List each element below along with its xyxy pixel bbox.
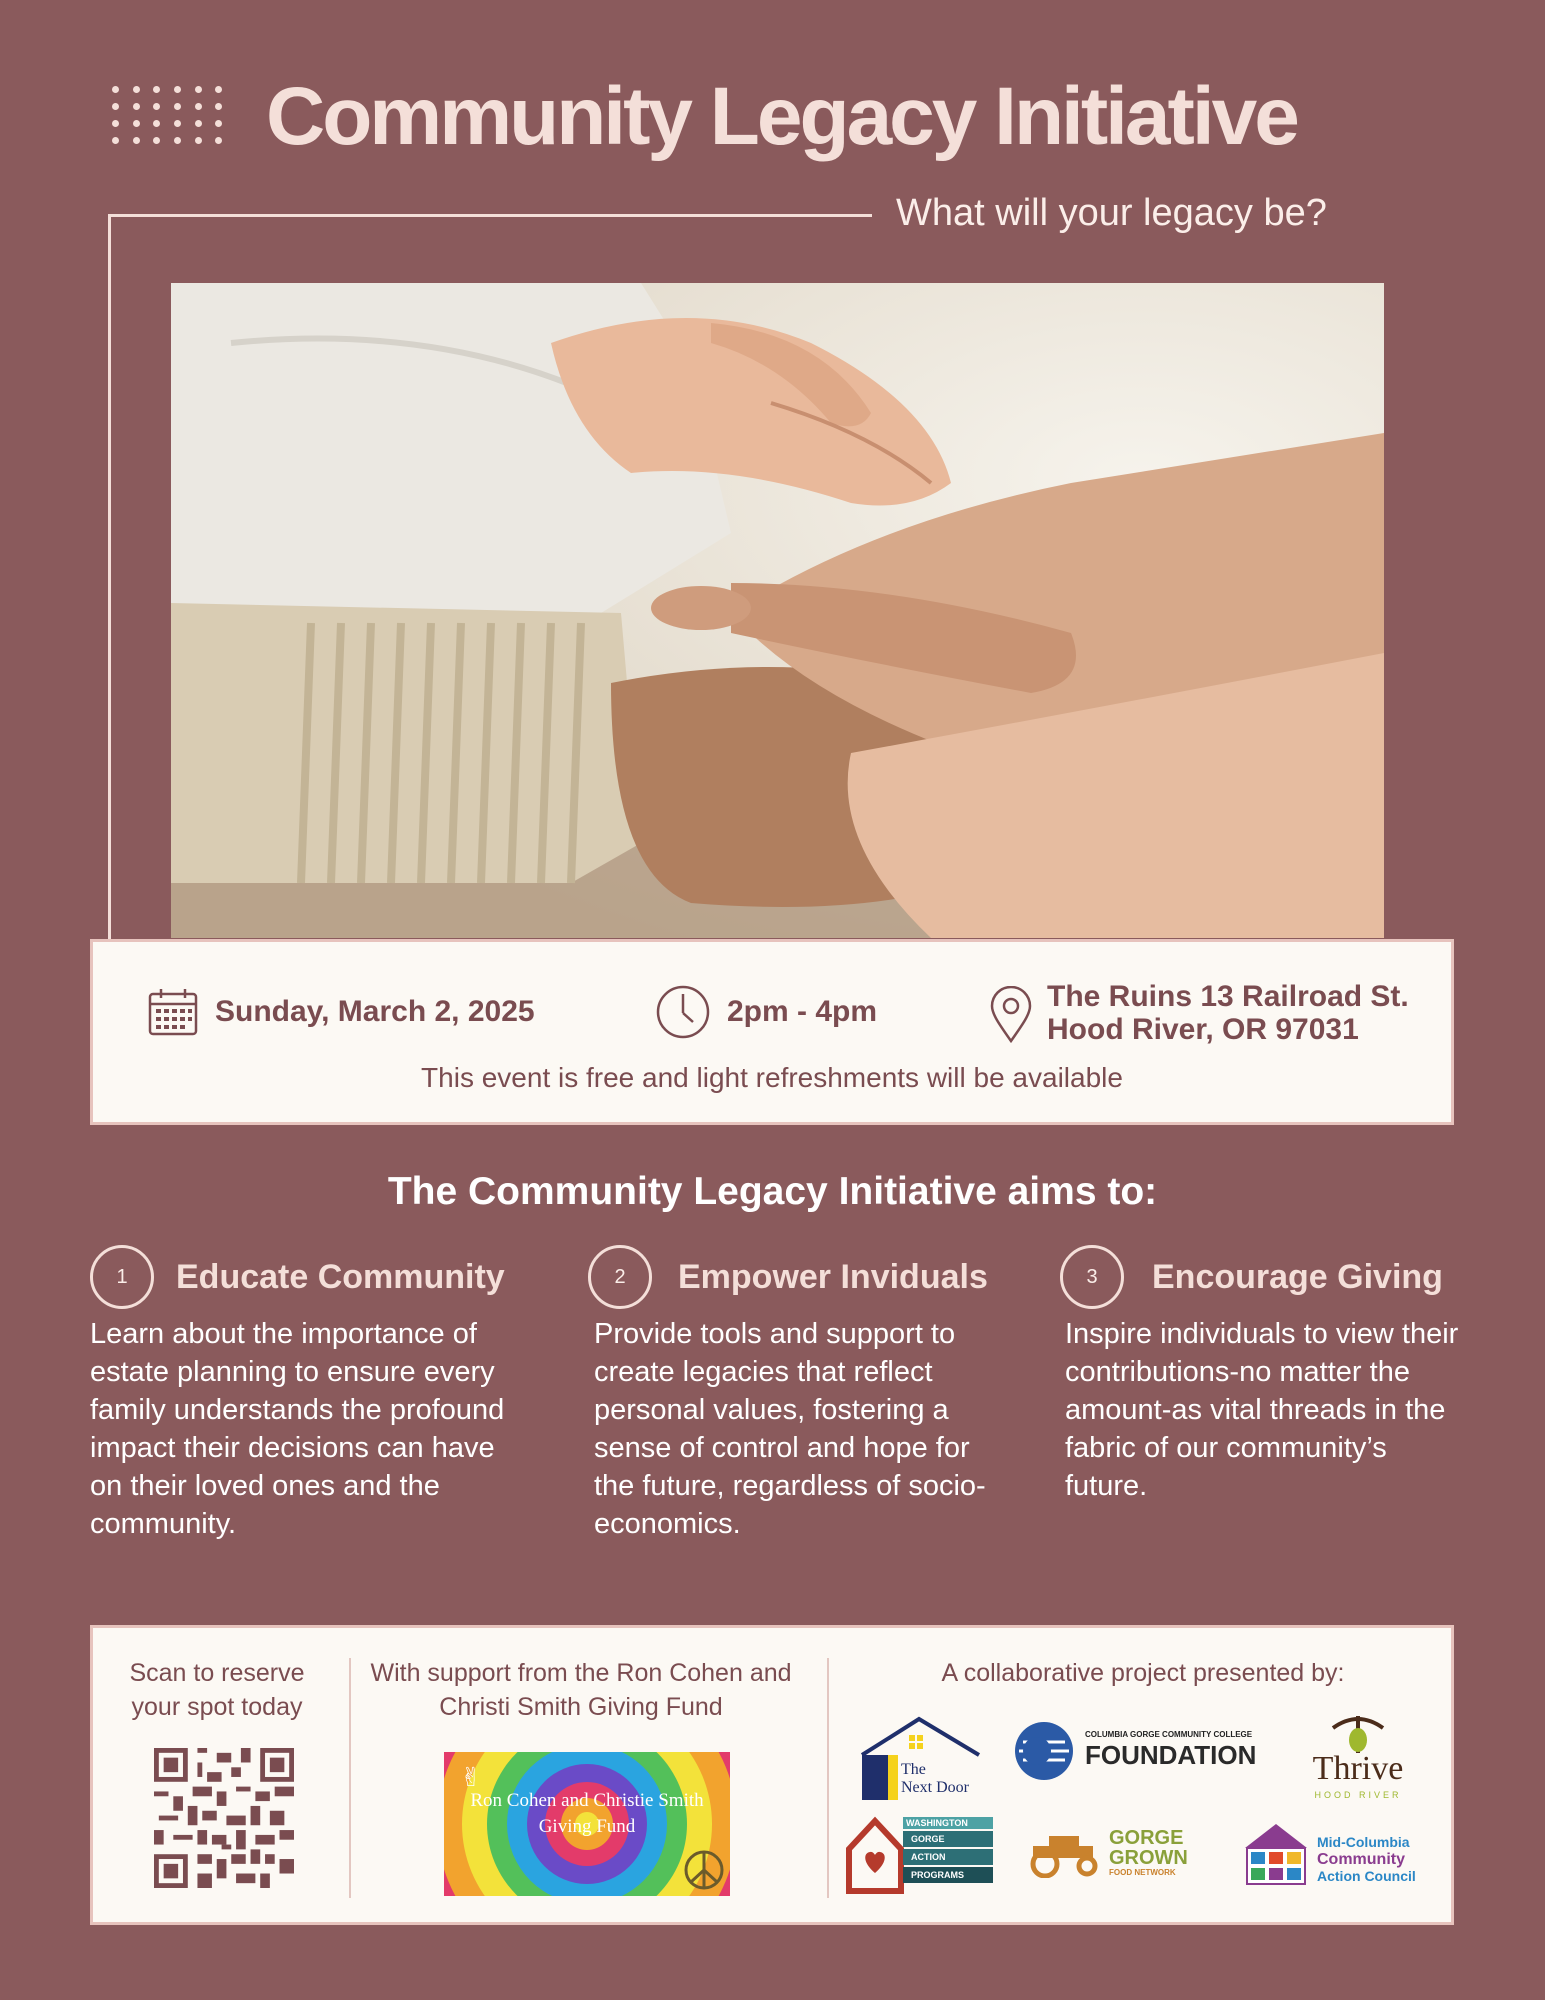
aim-title: Educate Community (176, 1257, 505, 1296)
fund-logo-text: Ron Cohen and Christie Smith Giving Fund (470, 1790, 704, 1837)
foundation-small-text: COLUMBIA GORGE COMMUNITY COLLEGE (1085, 1730, 1253, 1739)
wgap-line-3: ACTION (903, 1849, 993, 1865)
aim-item-3 (1060, 1245, 1465, 1505)
frame-line-left (108, 214, 111, 950)
gorge-grown-line-3: FOOD NETWORK (1109, 1868, 1176, 1877)
mccac-logo (1241, 1818, 1441, 1892)
next-door-line-2: Next Door (901, 1779, 969, 1796)
page-title: Community Legacy Initiative (266, 71, 1297, 162)
thrive-small-text: HOOD RIVER (1314, 1790, 1402, 1800)
stacked-hands-photo (171, 283, 1384, 938)
presented-by-text: A collaborative project presented by: (941, 1659, 1345, 1687)
sponsors-box (90, 1625, 1454, 1925)
foundation-logo (1013, 1720, 1273, 1790)
stacked-hands-illustration (171, 283, 1384, 938)
aims-heading: The Community Legacy Initiative aims to: (387, 1170, 1158, 1213)
aim-item-1 (90, 1245, 510, 1543)
location-pin-icon (989, 986, 1033, 1044)
mccac-line-2: Community (1317, 1851, 1405, 1868)
location-line-1: The Ruins 13 Railroad St. (1047, 980, 1409, 1013)
clock-icon (655, 984, 711, 1040)
wgap-line-4: PROGRAMS (903, 1867, 993, 1883)
divider (827, 1658, 829, 1898)
aim-title: Empower Inviduals (678, 1257, 988, 1296)
thrive-big-text: Thrive (1312, 1750, 1404, 1787)
thrive-logo (1293, 1708, 1423, 1804)
wgap-logo (845, 1815, 995, 1895)
peace-hand-icon: ✌ (460, 1763, 482, 1793)
scan-reserve-text: Scan to reserve your spot today (129, 1659, 305, 1721)
mccac-line-1: Mid-Columbia (1317, 1834, 1410, 1850)
event-date (147, 986, 535, 1038)
wgap-line-2: GORGE (903, 1831, 993, 1847)
gorge-grown-line-2: GROWN (1109, 1847, 1188, 1869)
foundation-big-text: FOUNDATION (1085, 1740, 1257, 1770)
community-house-icon (1241, 1818, 1311, 1888)
tractor-icon (1027, 1828, 1105, 1878)
support-text: With support from the Ron Cohen and Christi Smith Giving Fund (370, 1659, 792, 1721)
location-line-2: Hood River, OR 97031 (1047, 1013, 1359, 1046)
decorative-dot-grid (112, 86, 236, 154)
aim-item-2 (588, 1245, 1014, 1543)
frame-line-top (108, 214, 872, 217)
wgap-line-1: WASHINGTON (903, 1817, 993, 1829)
mccac-line-3: Action Council (1317, 1868, 1416, 1884)
aim-text: Provide tools and support to create legacies that reflect personal values, fostering a sense of control and hope for the future, regardless of socio-economics. (594, 1318, 986, 1540)
gorge-grown-logo (1027, 1828, 1207, 1888)
heart-house-icon (845, 1815, 905, 1895)
foundation-globe-icon (1013, 1720, 1075, 1782)
next-door-line-1: The (901, 1761, 926, 1778)
event-details-box (90, 939, 1454, 1125)
qr-code[interactable] (154, 1748, 294, 1888)
event-time (655, 984, 877, 1040)
event-time-text: 2pm - 4pm (727, 995, 878, 1028)
aim-title: Encourage Giving (1152, 1257, 1443, 1296)
aim-number-badge: 1 (90, 1245, 154, 1309)
tagline: What will your legacy be? (896, 192, 1327, 234)
divider (349, 1658, 351, 1898)
aim-text: Learn about the importance of estate planning to ensure every family understands the profound impact their decisions can have on their loved ones and the community. (90, 1318, 505, 1540)
event-location (989, 980, 1409, 1046)
event-date-text: Sunday, March 2, 2025 (215, 995, 535, 1028)
event-note: This event is free and light refreshments will be available (421, 1062, 1123, 1093)
aim-number-badge: 2 (588, 1245, 652, 1309)
aim-text: Inspire individuals to view their contributions-no matter the amount-as vital threads in the fabric of our community’s future. (1065, 1318, 1459, 1502)
aim-number-badge: 3 (1060, 1245, 1124, 1309)
gorge-grown-line-1: GORGE (1109, 1827, 1184, 1849)
the-next-door-logo (857, 1713, 987, 1803)
calendar-icon (147, 986, 199, 1038)
giving-fund-logo (444, 1752, 730, 1896)
